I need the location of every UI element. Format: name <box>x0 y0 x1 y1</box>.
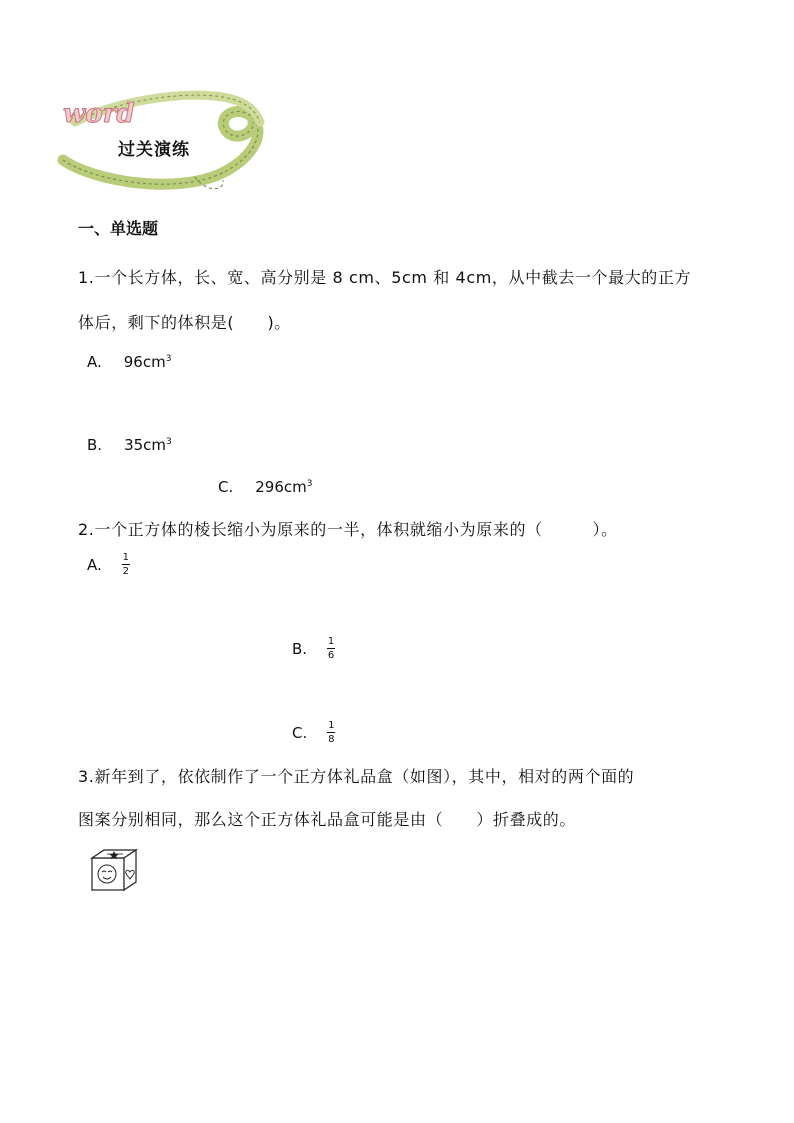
option-label: B. <box>292 640 308 658</box>
question-1-option-c[interactable] <box>218 478 312 496</box>
banner-title: 过关演练 <box>118 140 190 160</box>
option-fraction <box>327 636 335 661</box>
section-title: 一、单选题 <box>78 219 159 238</box>
banner-word-logo: word <box>63 99 135 129</box>
option-unit-exponent: 3 <box>166 437 172 447</box>
question-3-line-2: 图案分别相同，那么这个正方体礼品盒可能是由（ ）折叠成的。 <box>78 810 577 829</box>
fraction-bar <box>327 732 335 733</box>
fraction-bar <box>327 648 335 649</box>
fraction-bar <box>122 564 130 565</box>
fraction-denominator: 8 <box>328 734 335 745</box>
question-2-option-a[interactable] <box>87 553 130 578</box>
option-label: B. <box>87 436 103 454</box>
option-label: A. <box>87 556 102 574</box>
option-unit-exponent: 3 <box>306 479 313 489</box>
question-1-line-2: 体后，剩下的体积是( )。 <box>78 313 291 332</box>
fraction-numerator: 1 <box>122 552 129 563</box>
gift-box-cube-figure <box>90 848 140 892</box>
option-value: 96cm <box>123 353 166 371</box>
option-fraction <box>327 720 335 745</box>
option-fraction <box>122 552 130 577</box>
option-unit-exponent: 3 <box>165 354 172 364</box>
fraction-numerator: 1 <box>328 720 335 731</box>
fraction-denominator: 2 <box>122 566 129 577</box>
fraction-numerator: 1 <box>327 636 335 647</box>
question-2-line-1: 2.一个正方体的棱长缩小为原来的一半，体积就缩小为原来的（ ）。 <box>78 520 618 539</box>
option-label: C. <box>292 724 308 742</box>
option-value: 35cm <box>124 436 167 454</box>
question-1-option-a[interactable] <box>87 353 171 371</box>
fraction-denominator: 6 <box>327 650 335 661</box>
option-label: C. <box>218 478 234 496</box>
option-value: 296cm <box>255 478 307 496</box>
question-1-line-1: 1.一个长方体，长、宽、高分别是 8 cm、5cm 和 4cm，从中截去一个最大的正方 <box>78 268 692 287</box>
question-3-line-1: 3.新年到了，依依制作了一个正方体礼品盒（如图），其中，相对的两个面的 <box>78 767 635 786</box>
question-1-option-b[interactable] <box>87 436 172 454</box>
option-label: A. <box>87 353 102 371</box>
question-2-option-b[interactable] <box>292 637 335 662</box>
question-2-option-c[interactable] <box>292 721 335 746</box>
